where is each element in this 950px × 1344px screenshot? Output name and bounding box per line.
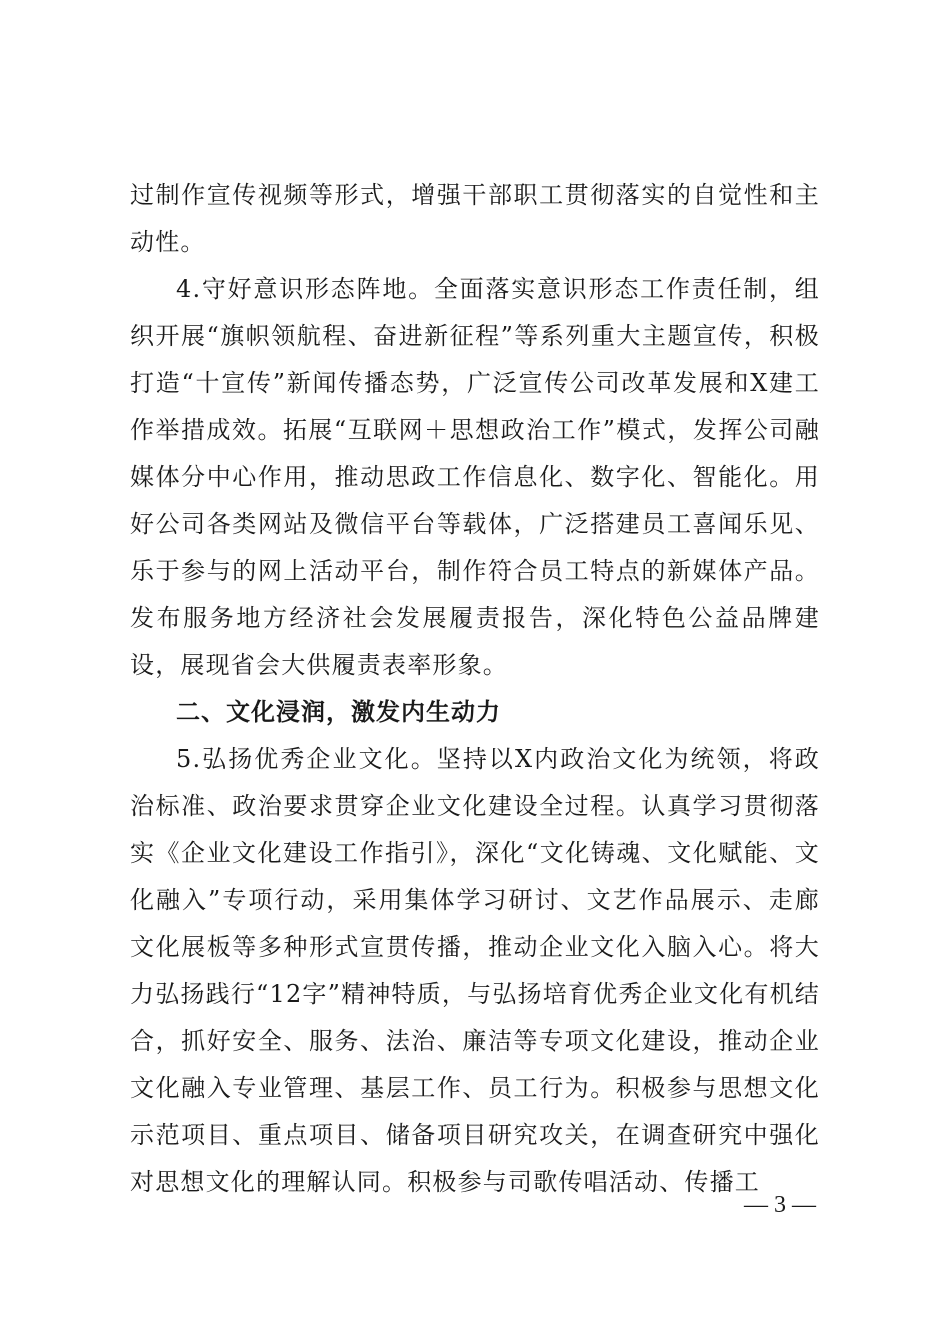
paragraph-continued: 过制作宣传视频等形式，增强干部职工贯彻落实的自觉性和主动性。 [130,181,820,256]
paragraph-4-ideology-front: 4.守好意识形态阵地。全面落实意识形态工作责任制，组织开展“旗帜领航程、奋进新征程”等系列重大主题宣传，积极打造“十宣传”新闻传播态势，广泛宣传公司改革发展和X建工作举措成效。拓展“互联网＋思想政治工作”模式，发挥公司融媒体分中心作用，推动思政工作信息化、数字化、智能化。用好公司各类网站及微信平台等载体，广泛搭建员工喜闻乐见、乐于参与的网上活动平台，制作符合员工特点的新媒体产品。发布服务地方经济社会发展履责报告，深化特色公益品牌建设，展现省会大供履责表率形象。 [130,275,820,679]
paragraph-5-corporate-culture: 5.弘扬优秀企业文化。坚持以X内政治文化为统领，将政治标准、政治要求贯穿企业文化建设全过程。认真学习贯彻落实《企业文化建设工作指引》，深化“文化铸魂、文化赋能、文化融入”专项行动，采用集体学习研讨、文艺作品展示、走廊文化展板等多种形式宣贯传播，推动企业文化入脑入心。将大力弘扬践行“12字”精神特质，与弘扬培育优秀企业文化有机结合，抓好安全、服务、法治、廉洁等专项文化建设，推动企业文化融入专业管理、基层工作、员工行为。积极参与思想文化示范项目、重点项目、储备项目研究攻关，在调查研究中强化对思想文化的理解认同。积极参与司歌传唱活动、传播工 [130,745,820,1196]
section-heading-2: 二、文化浸润，激发内生动力 [176,698,501,726]
page-number: — 3 — [744,1192,816,1218]
document-body [130,172,820,1206]
